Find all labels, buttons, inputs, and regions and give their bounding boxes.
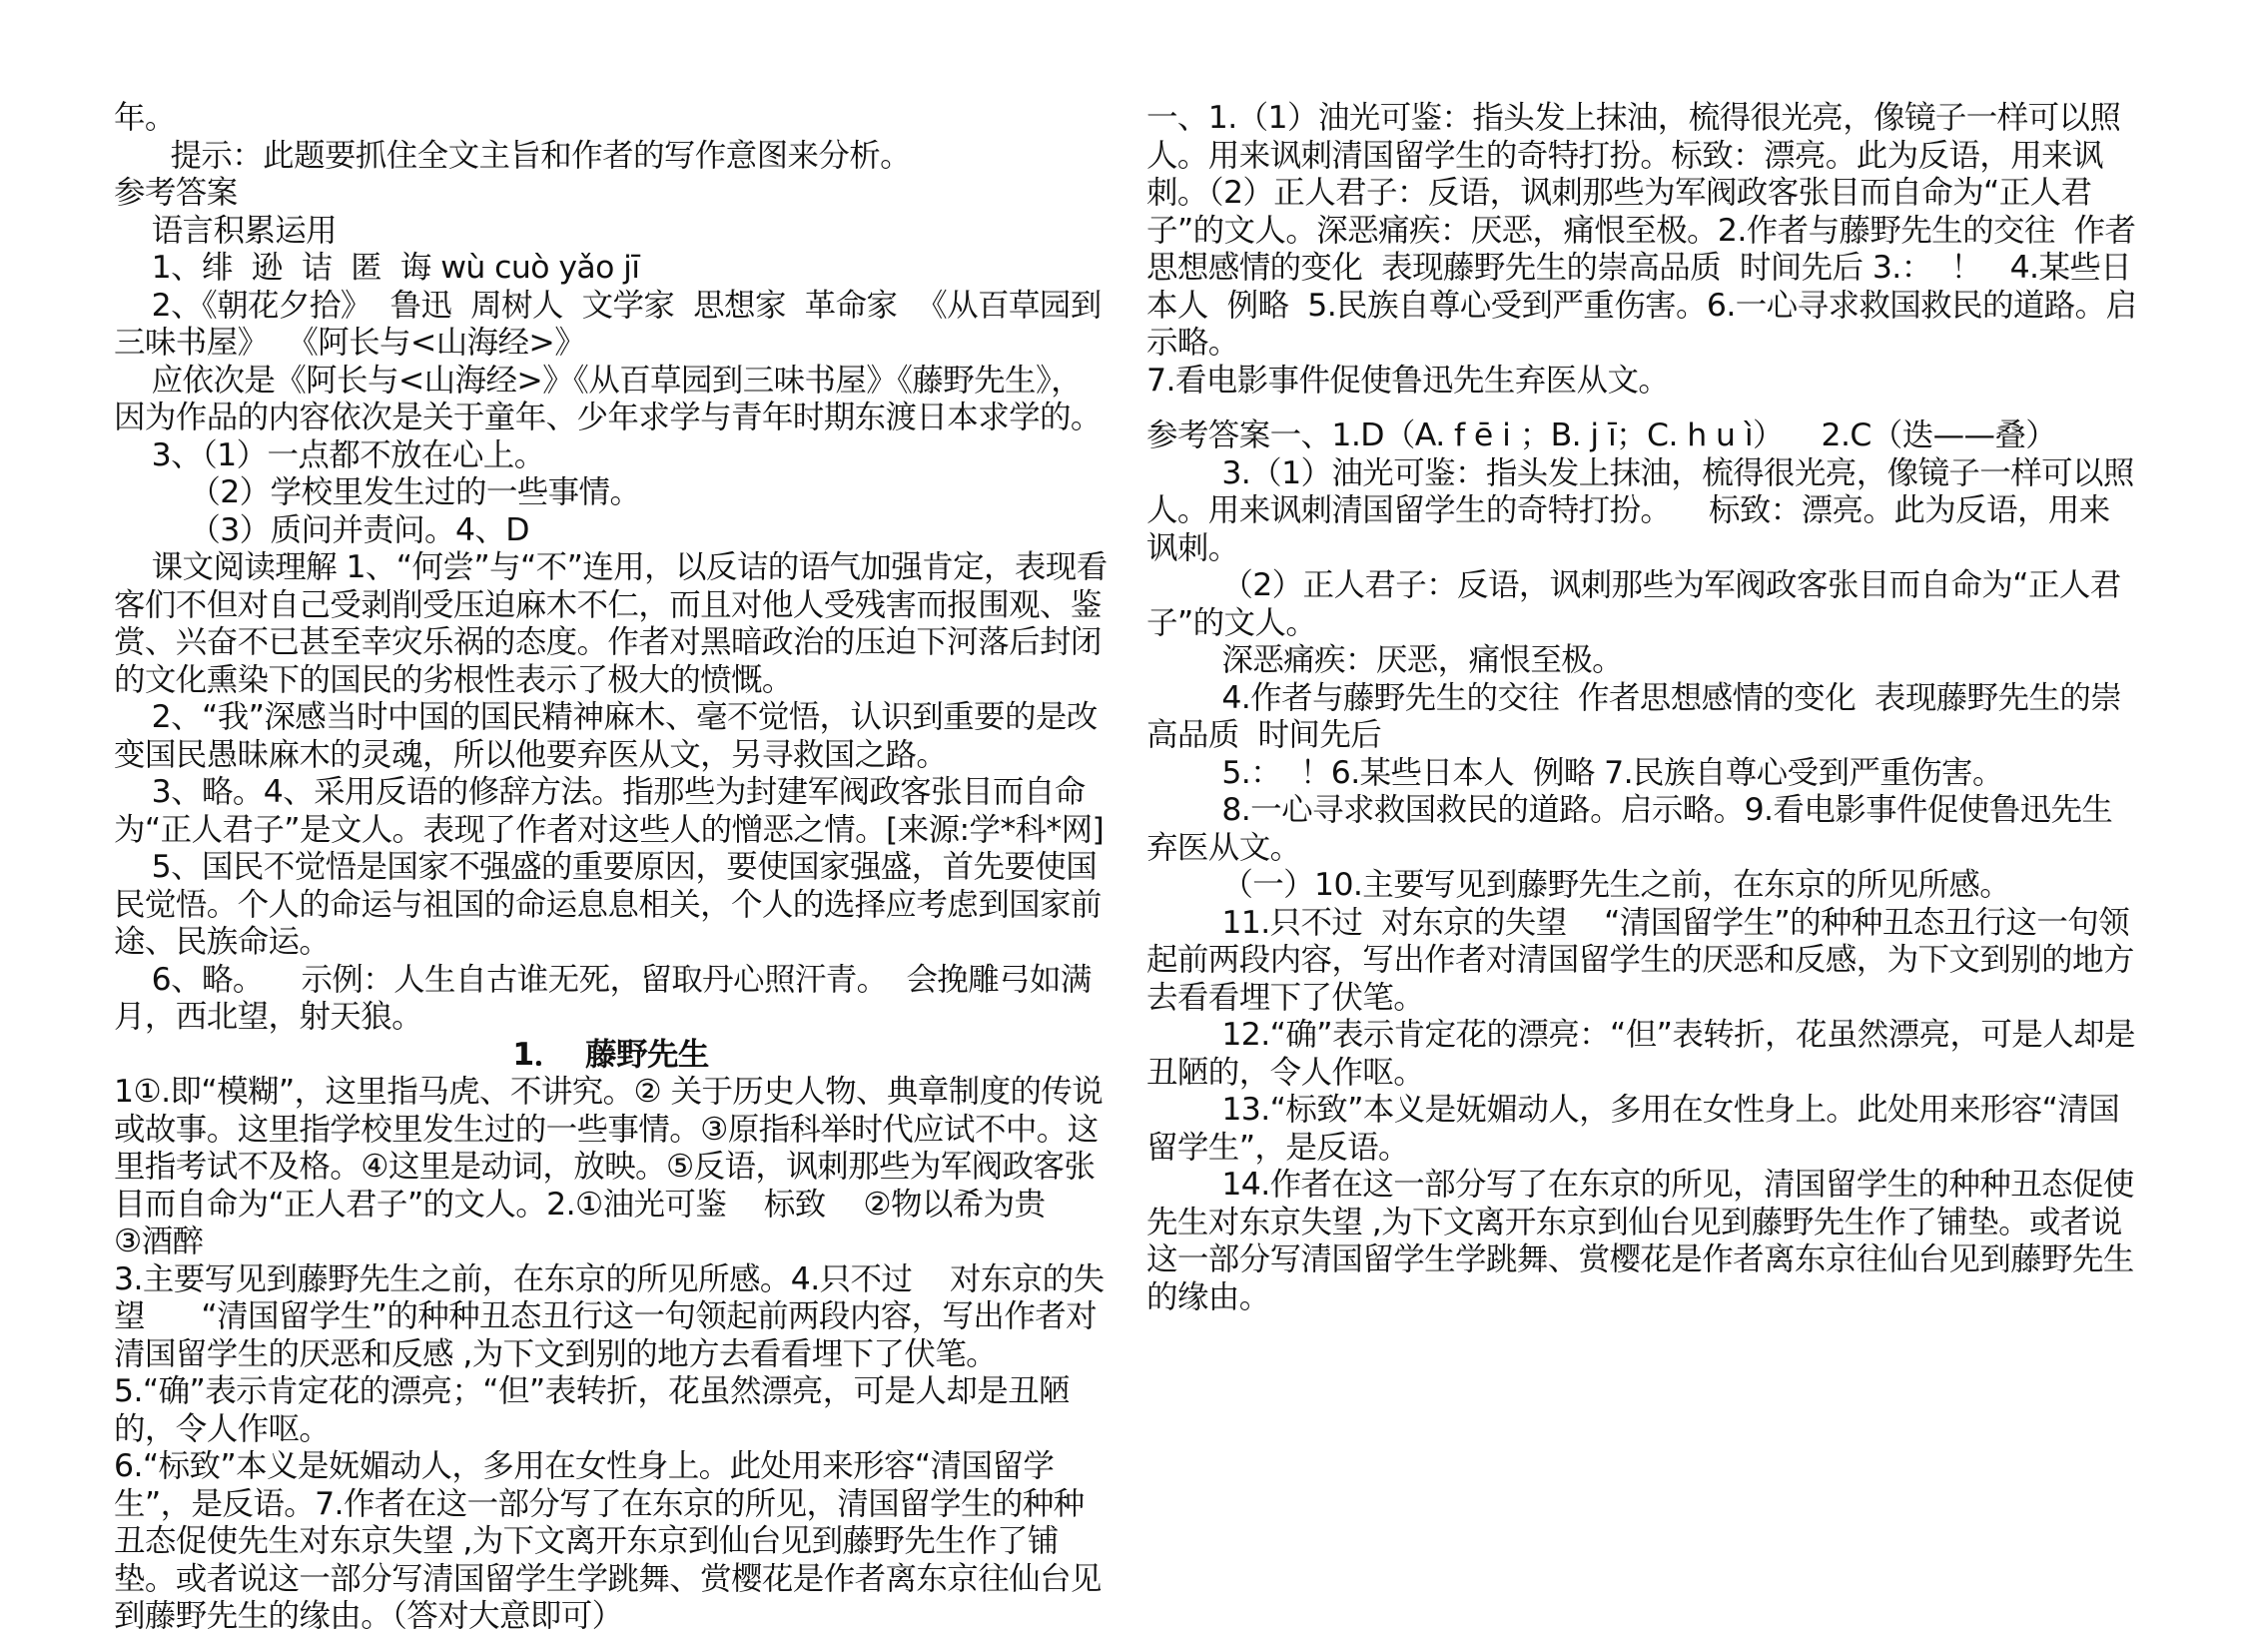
paragraph: 应依次是《阿长与<山海经>》《从百草园到三味书屋》《藤野先生》，因为作品的内容依次是关于童年、少年求学与青年时期东渡日本求学的。 (114, 362, 1102, 435)
paragraph: 8.一心寻求救国救民的道路。启示略。9.看电影事件促使鲁迅先生弃医从文。 (1146, 792, 2113, 866)
paragraph: 7.看电影事件促使鲁迅先生弃医从文。 (1146, 362, 1670, 399)
section-heading: 1． 藤野先生 (512, 1036, 709, 1073)
paragraph: 11.只不过 对东京的失望 “清国留学生”的种种丑态丑行这一句领起前两段内容，写出作者对清国留学生的厌恶和反感，为下文到别的地方去看看埋下了伏笔。 (1146, 904, 2134, 1016)
paragraph: 14.作者在这一部分写了在东京的所见，清国留学生的种种丑态促使先生对东京失望 ,为下文离开东京到仙台见到藤野先生作了铺垫。或者说这一部分写清国留学生学跳舞、赏樱花是作者离东京往仙台见到藤野先生的缘由。 (1146, 1167, 2134, 1315)
paragraph: 3、略。4、采用反语的修辞方法。指那些为封建军阀政客张目而自命为“正人君子”是文人。表现了作者对这些人的憎恶之情。[来源:学*科*网] (114, 774, 1105, 848)
paragraph: 13.“标致”本义是妩媚动人，多用在女性身上。此处用来形容“清国留学生”，是反语。 (1146, 1092, 2120, 1166)
paragraph: 1、绯 逊 诘 匿 诲 wù cuò yǎo jī (114, 250, 640, 286)
paragraph: 5、国民不觉悟是国家不强盛的重要原因，要使国家强盛，首先要使国民觉悟。个人的命运与祖国的命运息息相关，个人的选择应考虑到国家前途、民族命运。 (114, 849, 1102, 960)
paragraph: 5.： ！6.某些日本人 例略 7.民族自尊心受到严重伤害。 (1146, 754, 2003, 791)
paragraph: 3.主要写见到藤野先生之前，在东京的所见所感。4.只不过 对东京的失望 “清国留学生”的种种丑态丑行这一句领起前两段内容，写出作者对清国留学生的厌恶和反感 ,为下文到别的地方去看看埋下了伏笔。 (114, 1260, 1105, 1372)
paragraph: 4.作者与藤野先生的交往 作者思想感情的变化 表现藤野先生的崇高品质 时间先后 (1146, 679, 2122, 753)
paragraph: （2）正人君子：反语，讽刺那些为军阀政客张目而自命为“正人君子”的文人。 (1146, 567, 2121, 641)
paragraph: （一）10.主要写见到藤野先生之前，在东京的所见所感。 (1146, 867, 2011, 903)
paragraph: 提示：此题要抓住全文主旨和作者的写作意图来分析。 (114, 137, 912, 174)
paragraph: 课文阅读理解 1、“何尝”与“不”连用，以反诘的语气加强肯定，表现看客们不但对自己受剥削受压迫麻木不仁，而且对他人受残害而报围观、鉴赏、兴奋不已甚至幸灾乐祸的态度。作者对黑暗政治的压迫下河落后封闭的文化熏染下的国民的劣根性表示了极大的愤慨。 (114, 549, 1108, 698)
paragraph: 12.“确”表示肯定花的漂亮：“但”表转折，花虽然漂亮，可是人却是丑陋的，令人作呕。 (1146, 1017, 2135, 1091)
paragraph: 深恶痛疾：厌恶，痛恨至极。 (1146, 642, 1624, 678)
right-column (1146, 100, 2140, 1316)
paragraph: 2、“我”深感当时中国的国民精神麻木、毫不觉悟，认识到重要的是改变国民愚昧麻木的灵魂，所以他要弃医从文，另寻救国之路。 (114, 699, 1098, 773)
blank-line (1146, 400, 2140, 417)
paragraph: 3.（1）油光可鉴：指头发上抹油，梳得很光亮，像镜子一样可以照人。用来讽刺清国留学生的奇特打扮。 标致：漂亮。此为反语，用来讽刺。 (1146, 454, 2134, 566)
paragraph: 参考答案 (114, 175, 238, 211)
paragraph: 1①.即“模糊”，这里指马虎、不讲究。② 关于历史人物、典章制度的传说或故事。这里指学校里发生过的一些事情。③原指科举时代应试不中。这里指考试不及格。④这里是动词，放映。⑤反语，讽刺那些为军阀政客张目而自命为“正人君子”的文人。2.①油光可鉴 标致 ②物以希为贵 ③酒醉 (114, 1074, 1121, 1259)
paragraph: 6.“标致”本义是妩媚动人，多用在女性身上。此处用来形容“清国留学生”，是反语。7.作者在这一部分写了在东京的所见，清国留学生的种种丑态促使先生对东京失望 ,为下文离开东京到仙台见到藤野先生作了铺垫。或者说这一部分写清国留学生学跳舞、赏樱花是作者离东京往仙台见到藤野先生的缘由。（答对大意即可） (114, 1448, 1102, 1634)
paragraph: 5.“确”表示肯定花的漂亮；“但”表转折，花虽然漂亮，可是人却是丑陋的，令人作呕。 (114, 1373, 1070, 1447)
paragraph: 语言积累运用 (114, 212, 338, 249)
paragraph: （3）质问并责问。4、D (114, 511, 529, 548)
paragraph: 6、略。 示例：人生自古谁无死，留取丹心照汗青。 会挽雕弓如满月，西北望，射天狼。 (114, 961, 1092, 1035)
paragraph: 2、《朝花夕拾》 鲁迅 周树人 文学家 思想家 革命家 《从百草园到三味书屋》 《阿长与<山海经>》 (114, 287, 1102, 361)
paragraph: 参考答案一、1.D（A. f ē i ；B. j ī；C. h u ì） 2.C（迭——叠） (1146, 417, 2057, 453)
paragraph: 一、1.（1）油光可鉴：指头发上抹油，梳得很光亮，像镜子一样可以照人。用来讽刺清国留学生的奇特打扮。标致：漂亮。此为反语，用来讽刺。（2）正人君子：反语，讽刺那些为军阀政客张目而自命为“正人君子”的文人。深恶痛疾：厌恶，痛恨至极。2.作者与藤野先生的交往 作者思想感情的变化 表现藤野先生的崇高品质 时间先后 3.： ！ 4.某些日本人 例略 5.民族自尊心受到严重伤害。6.一心寻求救国救民的道路。启示略。 (1146, 100, 2137, 361)
paragraph: （2）学校里发生过的一些事情。 (114, 474, 641, 510)
left-column (114, 100, 1121, 1636)
paragraph: 年。 (114, 100, 176, 136)
paragraph: 3、（1）一点都不放在心上。 (114, 436, 545, 473)
